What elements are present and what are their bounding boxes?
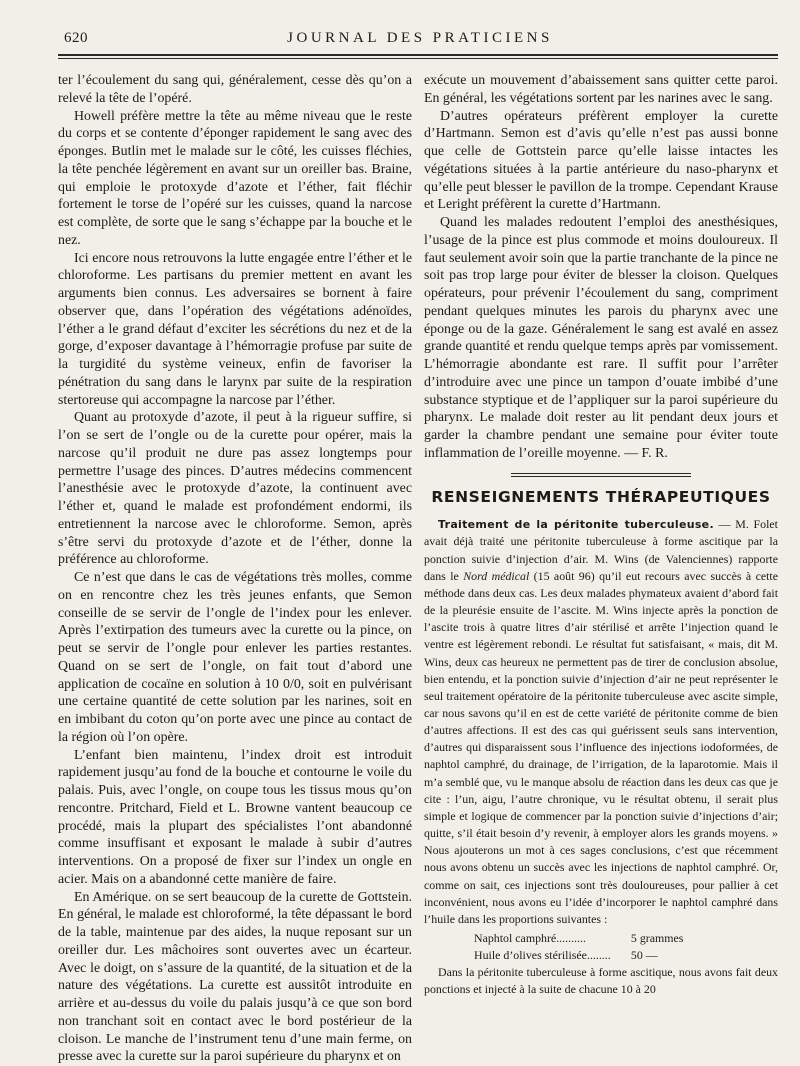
paragraph: ter l’écoulement du sang qui, généralement, cesse dès qu’on a relevé la tête de l’opéré.	[58, 72, 412, 108]
formula-row	[424, 930, 778, 947]
formula-table	[424, 930, 778, 964]
therapeutic-article	[424, 516, 778, 998]
formula-ingredient: Naphtol camphré..........	[424, 930, 631, 947]
journal-title: JOURNAL DES PRATICIENS	[64, 30, 776, 47]
article-body: (15 août 96) qu’il eut recours avec succès à cette méthode dans deux cas. Les deux malades phymateux avaient d’abord fait de la pleurésie ensuite de l’ascite. M. Wins injecte après la ponction de l’ascite trois à quatre litres d’air stérilisé et arrête l’injection quand le ventre est légèrement rebondi. Le résultat fut satisfaisant, « mais, dit M. Wins, deux cas heureux ne permettent pas de tirer de conclusion absolue, bien entendu, et la ponction suivie d’injection d’air ne peut représenter le seul traitement opératoire de la péritonite tuberculeuse avec ascite simple, car nous savons qu’il en est de cette variété de péritonite comme de bien d’autres affections. Il est des cas qui guérissent seuls sans intervention, d’autres qui disparaissent sous l’influence des injections iodoformées, de naphtol camphré, du drainage, de l’irrigation, de la laparotomie. Mais il m’a semblé que, vu le manque absolu de réaction dans les deux cas que je cite : l’un, aigu, l’autre chronique, vu le résultat obtenu, il serait plus simple et logique de commencer par la ponction suivie d’injections d’air; quitte, s’il était besoin d’y revenir, à employer alors les grands moyens. » Nous ajouterons un mot à ces sages conclusions, c’est que récemment nous avons obtenu un succès avec les injections de naphtol camphré. Or, comme on sait, ces injections sont très douloureuses, pour pallier à cet inconvénient, nous avons eu l’idée d’incorporer le naphtol camphré dans l’huile dans les proportions suivantes :	[424, 569, 778, 926]
paragraph: Quand les malades redoutent l’emploi des anesthésiques, l’usage de la pince est plus commode et moins douloureux. Il faut seulement avoir soin que la partie tranchante de la pince ne soit pas trop large pour éviter de blesser la cloison. Quelques opérateurs, pour prévenir l’écoulement du sang, compriment pendant quelques minutes les parois du pharynx avec une éponge ou de la gaze. Généralement le sang est avalé en assez grande quantité et rendu quelque temps après par vomissement. L’hémorragie abondante est rare. Il suffit pour l’arrêter d’introduire avec une pince un tampon d’ouate imbibé d’une substance styptique et de l’appliquer sur la paroi supérieure du pharynx. Le malade doit rester au lit pendant deux jours et garder la chambre pendant une semaine pour éviter toute inflammation de l’oreille moyenne. — F. R.	[424, 214, 778, 463]
paragraph: D’autres opérateurs préfèrent employer la curette d’Hartmann. Semon est d’avis qu’elle n’est pas aussi bonne que celle de Gottstein parce qu’elle laisse intactes les végétations situées à la partie antérieure du naso-pharynx et qu’elle peut blesser le pavillon de la trompe. Cependant Krause et Leright préfèrent la curette d’Hartmann.	[424, 108, 778, 215]
source-citation: Nord médical	[463, 569, 529, 583]
section-title: RENSEIGNEMENTS THÉRAPEUTIQUES	[424, 489, 778, 507]
article-paragraph	[424, 516, 778, 928]
right-column	[424, 72, 778, 999]
formula-row	[424, 947, 778, 964]
formula-ingredient: Huile d’olives stérilisée........	[424, 947, 631, 964]
article-closing: Dans la péritonite tuberculeuse à forme ascitique, nous avons fait deux ponctions et injecté à la suite de chacune 10 à 20	[424, 964, 778, 998]
header-rule	[58, 54, 778, 59]
formula-quantity: 5 grammes	[631, 930, 778, 947]
paragraph: Quant au protoxyde d’azote, il peut à la rigueur suffire, si l’on se sert de l’ongle ou de la curette pour opérer, mais la narcose qu’il produit ne dure pas assez longtemps pour permettre l’usage des pinces. D’autres médecins commencent l’anesthésie avec le protoxyde d’azote, la continuent avec l’éther et, quand le malade est profondément endormi, ils entretiennent la narcose avec le chloroforme. Semon, après s’être servi du protoxyde d’azote et de l’éther, donne la préférence au chloroforme.	[58, 409, 412, 569]
formula-quantity: 50 —	[631, 947, 778, 964]
paragraph: exécute un mouvement d’abaissement sans quitter cette paroi. En général, les végétations sortent par les narines avec le sang.	[424, 72, 778, 108]
paragraph: L’enfant bien maintenu, l’index droit est introduit rapidement jusqu’au fond de la bouche et contourne le voile du palais. Puis, avec l’ongle, on coupe tous les tissus mous qu’on rencontre. Pritchard, Field et L. Browne vantent beaucoup ce procédé, mais la plupart des spécialistes l’ont abandonné comme insuffisant et exposant le malade à subir d’autres interventions. On a proposé de fixer sur l’index un ongle en acier. Mais on a abandonné cette manière de faire.	[58, 747, 412, 889]
page-header	[64, 30, 776, 50]
paragraph: Howell préfère mettre la tête au même niveau que le reste du corps et se contente d’éponger rapidement le sang avec des éponges. Butlin met le malade sur le côté, les cuisses fléchies, la tête penchée légèrement en avant sur un oreiller bas. Braine, qui emploie le protoxyde d’azote et l’éther, fait fléchir fortement le torse de l’opéré sur les cuisses, quand la narcose est complète, de sorte que le sang s’échappe par la bouche et le nez.	[58, 108, 412, 250]
article-title: Traitement de la péritonite tuberculeuse.	[438, 518, 714, 531]
page-number: 620	[64, 30, 88, 47]
paragraph: En Amérique. on se sert beaucoup de la curette de Gottstein. En général, le malade est chloroformé, la tête dépassant le bord de la table, maintenue par des aides, la nuque reposant sur un oreiller dur. Les mâchoires sont ouvertes avec un écarteur. Avec le doigt, on s’assure de la quantité, de la situation et de la nature des végétations. La curette est aussitôt introduite en arrière et au-dessus du voile du palais jusqu’à ce que son bord non tranchant soit en contact avec le bord postérieur de la cloison. Le manche de l’instrument tenu d’une main ferme, on presse avec la curette sur la paroi supérieure du pharynx et on	[58, 889, 412, 1066]
paragraph: Ici encore nous retrouvons la lutte engagée entre l’éther et le chloroforme. Les partisans du premier mettent en avant les arguments bien connus. Les adversaires se bornent à faire observer que, dans l’opération des végétations adénoïdes, l’éther a le grand défaut d’exciter les sécrétions du nez et de la gorge, d’exposer davantage à l’hémorragie profuse par suite de la turgidité du système veineux, enfin de favoriser la pénétration du sang dans le larynx par suite de la respiration stertoreuse qui accompagne la narcose par l’éther.	[58, 250, 412, 410]
section-separator-rule	[511, 473, 691, 477]
left-column	[58, 72, 412, 1066]
paragraph: Ce n’est que dans le cas de végétations très molles, comme on en rencontre chez les très jeunes enfants, que Semon conseille de se servir de l’ongle de l’index pour les enlever. Après l’extirpation des tumeurs avec la curette ou la pince, on peut se servir de l’ongle pour enlever les parties restantes. Quand on se sert de l’ongle, on fait tout d’abord une application de cocaïne en solution à 10 0/0, soit en pulvérisant une certaine quantité de cette solution par les narines, soit en en imbibant du coton qu’on porte avec une pince au contact de la région où l’on opère.	[58, 569, 412, 747]
article-intro: — M. Folet avait déjà traité une péritonite tuberculeuse à forme ascitique par la ponction suivie d’injection d’air. M. Wins (de Valenciennes) rapporte dans le	[424, 517, 778, 582]
